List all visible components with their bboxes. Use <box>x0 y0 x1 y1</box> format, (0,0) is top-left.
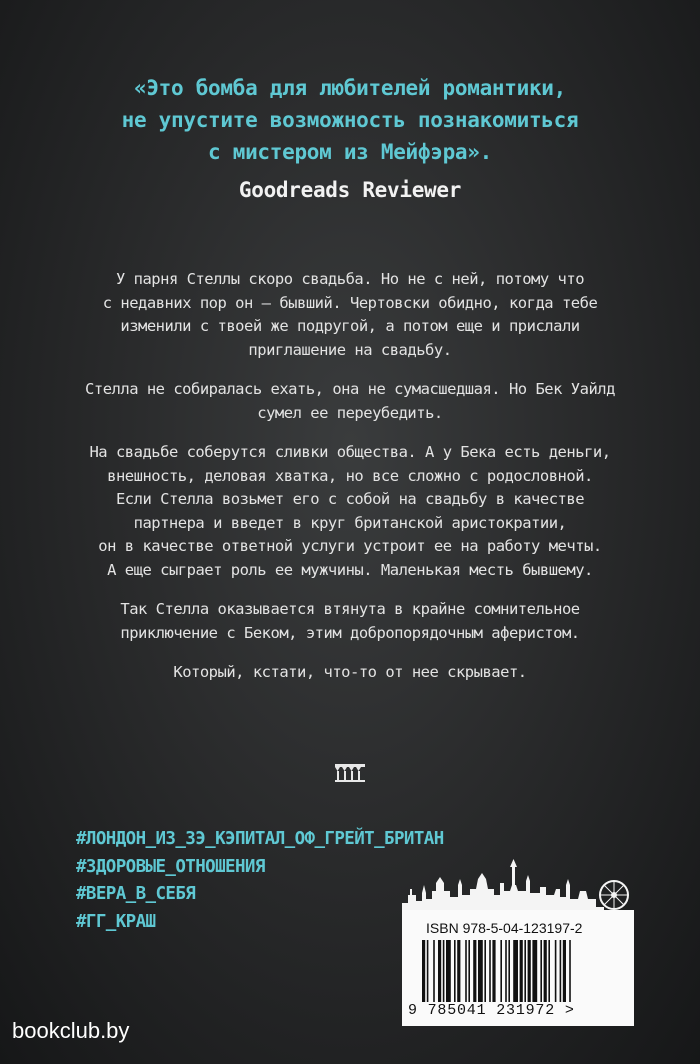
watermark-site: bookclub.by <box>12 1018 130 1043</box>
barcode-stripe <box>478 940 483 1002</box>
book-description <box>40 268 660 701</box>
cover-quote <box>0 72 700 168</box>
hashtag: #ЛОНДОН_ИЗ_ЗЭ_КЭПИТАЛ_ОФ_ГРЕЙТ_БРИТАН <box>76 829 444 849</box>
description-paragraph <box>40 441 660 582</box>
barcode-stripe <box>528 940 531 1002</box>
barcode-stripe <box>540 940 542 1002</box>
barcode-stripe <box>492 940 495 1002</box>
barcode-stripe <box>473 940 476 1002</box>
barcode-stripe <box>532 940 537 1002</box>
hashtag-list <box>76 826 444 936</box>
barcode-stripe <box>427 940 429 1002</box>
description-line: А еще сыграет роль ее мужчины. Маленькая месть бывшему. <box>107 560 593 579</box>
quote-line: с мистером из Мейфэра». <box>208 140 492 164</box>
description-paragraph <box>40 598 660 645</box>
barcode-stripe <box>422 940 425 1002</box>
description-line: Так Стелла оказывается втянута в крайне сомнительное <box>120 600 580 618</box>
barcode-stripe <box>524 940 526 1002</box>
description-line: У парня Стеллы скоро свадьба. Но не с ней, потому что <box>115 270 585 288</box>
london-skyline-icon <box>400 855 636 915</box>
description-line: внешность, деловая хватка, но все сложно с родословной. <box>107 466 593 485</box>
description-paragraph <box>40 661 660 685</box>
barcode-stripe <box>508 940 510 1002</box>
barcode-stripe <box>555 940 557 1002</box>
description-line: Если Стелла возьмет его с собой на свадьбу в качестве <box>115 490 585 508</box>
description-line: Стелла не собиралась ехать, она не сумасшедшая. Но Бек Уайлд <box>85 380 615 398</box>
description-line: приглашение на свадьбу. <box>248 340 452 359</box>
isbn-text: ISBN 978-5-04-123197-2 <box>426 920 583 936</box>
hashtag: #ЗДОРОВЫЕ_ОТНОШЕНИЯ <box>76 856 265 877</box>
description-line: изменили с твоей же подругой, а потом еще и прислали <box>120 317 580 335</box>
description-line: Который, кстати, что-то от нее скрывает. <box>173 663 527 681</box>
barcode-stripe <box>438 940 441 1002</box>
barcode-stripe <box>433 940 435 1002</box>
description-line: приключение с Беком, этим добропорядочным аферистом. <box>120 623 580 642</box>
barcode-digits: 9 785041 231972 > <box>408 1002 575 1019</box>
barcode-stripe <box>454 940 456 1002</box>
barcode-stripe <box>563 940 566 1002</box>
barcode-panel <box>402 910 634 1026</box>
barcode-stripe <box>446 940 451 1002</box>
description-line: сумел ее переубедить. <box>257 403 443 422</box>
quote-reviewer: Goodreads Reviewer <box>238 178 462 202</box>
publisher-logo-icon <box>334 763 366 783</box>
barcode-stripe <box>500 940 502 1002</box>
description-line: партнера и введет в круг британской аристократии, <box>133 513 567 532</box>
barcode-stripe <box>560 940 562 1002</box>
barcode-stripe <box>544 940 547 1002</box>
barcode-stripe <box>513 940 518 1002</box>
description-paragraph <box>40 268 660 362</box>
barcode-bars <box>422 940 616 1002</box>
quote-line: «Это бомба для любителей романтики, <box>133 76 566 100</box>
hashtag: #ВЕРА_В_СЕБЯ <box>76 884 196 904</box>
description-line: он в качестве ответной услуги устроит ее на работу мечты. <box>98 537 602 555</box>
barcode-stripe <box>443 940 445 1002</box>
quote-line: не упустите возможность познакомиться <box>121 108 579 132</box>
barcode-stripe <box>457 940 460 1002</box>
barcode-stripe <box>468 940 470 1002</box>
barcode-stripe <box>569 940 571 1002</box>
barcode-stripe <box>484 940 486 1002</box>
barcode-stripe <box>548 940 550 1002</box>
barcode-stripe <box>489 940 491 1002</box>
description-paragraph <box>40 378 660 425</box>
barcode-stripe <box>520 940 523 1002</box>
description-line: с недавних пор он – бывший. Чертовски обидно, когда тебе <box>102 293 598 312</box>
barcode-stripe <box>465 940 467 1002</box>
hashtag: #ГГ_КРАШ <box>76 911 156 932</box>
barcode-stripe <box>505 940 507 1002</box>
description-line: На свадьбе соберутся сливки общества. А у Бека есть деньги, <box>89 443 611 461</box>
